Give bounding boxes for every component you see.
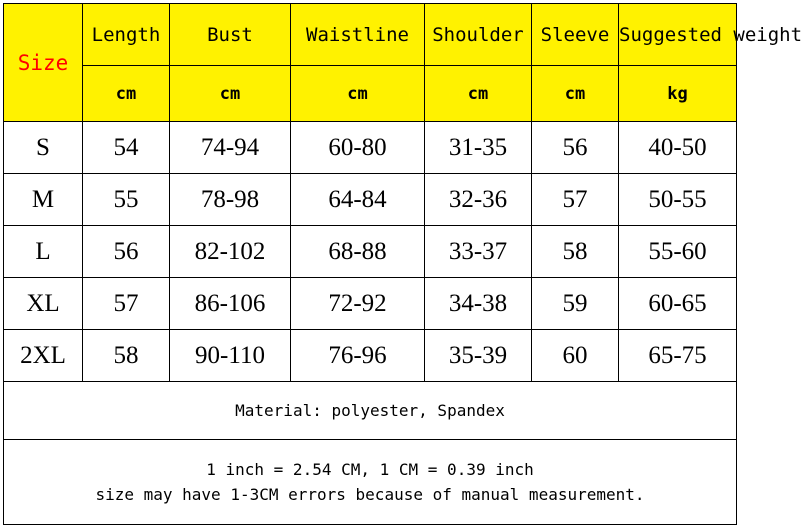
size-cell: XL (4, 278, 83, 330)
conversion-note: 1 inch = 2.54 CM, 1 CM = 0.39 inch (206, 460, 534, 479)
table-cell: 58 (83, 330, 170, 382)
table-cell: 74-94 (170, 122, 291, 174)
table-cell: 65-75 (619, 330, 737, 382)
disclaimer-note: size may have 1-3CM errors because of manual measurement. (95, 485, 645, 504)
table-row (4, 330, 737, 382)
table-cell: 60-65 (619, 278, 737, 330)
column-header-waistline: Waistline (291, 4, 425, 66)
table-cell: 76-96 (291, 330, 425, 382)
column-header-bust: Bust (170, 4, 291, 66)
size-cell: 2XL (4, 330, 83, 382)
table-cell: 35-39 (425, 330, 532, 382)
size-cell: M (4, 174, 83, 226)
unit-sleeve: cm (532, 66, 619, 122)
table-cell: 72-92 (291, 278, 425, 330)
size-header: Size (4, 4, 83, 122)
table-row (4, 278, 737, 330)
table-row (4, 174, 737, 226)
table-cell: 64-84 (291, 174, 425, 226)
table-cell: 55 (83, 174, 170, 226)
column-header-sleeve: Sleeve (532, 4, 619, 66)
size-cell: S (4, 122, 83, 174)
table-cell: 90-110 (170, 330, 291, 382)
size-rows (4, 122, 737, 382)
column-header-suggested-weight: Suggested weight (619, 4, 737, 66)
table-cell: 55-60 (619, 226, 737, 278)
column-header-shoulder: Shoulder (425, 4, 532, 66)
table-cell: 57 (83, 278, 170, 330)
notes-cell (4, 440, 737, 525)
table-cell: 40-50 (619, 122, 737, 174)
size-table (3, 3, 802, 525)
unit-waistline: cm (291, 66, 425, 122)
unit-shoulder: cm (425, 66, 532, 122)
table-cell: 68-88 (291, 226, 425, 278)
table-cell: 31-35 (425, 122, 532, 174)
unit-bust: cm (170, 66, 291, 122)
notes-row (4, 440, 737, 525)
table-cell: 57 (532, 174, 619, 226)
table-row (4, 226, 737, 278)
size-chart (3, 3, 802, 525)
table-cell: 32-36 (425, 174, 532, 226)
table-cell: 54 (83, 122, 170, 174)
unit-row (4, 66, 737, 122)
material-note: Material: polyester, Spandex (4, 382, 737, 440)
header-row (4, 4, 737, 66)
table-row (4, 122, 737, 174)
table-cell: 78-98 (170, 174, 291, 226)
table-cell: 82-102 (170, 226, 291, 278)
unit-length: cm (83, 66, 170, 122)
table-cell: 60 (532, 330, 619, 382)
table-cell: 56 (83, 226, 170, 278)
table-cell: 56 (532, 122, 619, 174)
table-cell: 59 (532, 278, 619, 330)
table-cell: 86-106 (170, 278, 291, 330)
table-cell: 58 (532, 226, 619, 278)
table-cell: 34-38 (425, 278, 532, 330)
size-cell: L (4, 226, 83, 278)
table-cell: 33-37 (425, 226, 532, 278)
unit-weight: kg (619, 66, 737, 122)
table-cell: 50-55 (619, 174, 737, 226)
column-header-length: Length (83, 4, 170, 66)
table-cell: 60-80 (291, 122, 425, 174)
material-row (4, 382, 737, 440)
